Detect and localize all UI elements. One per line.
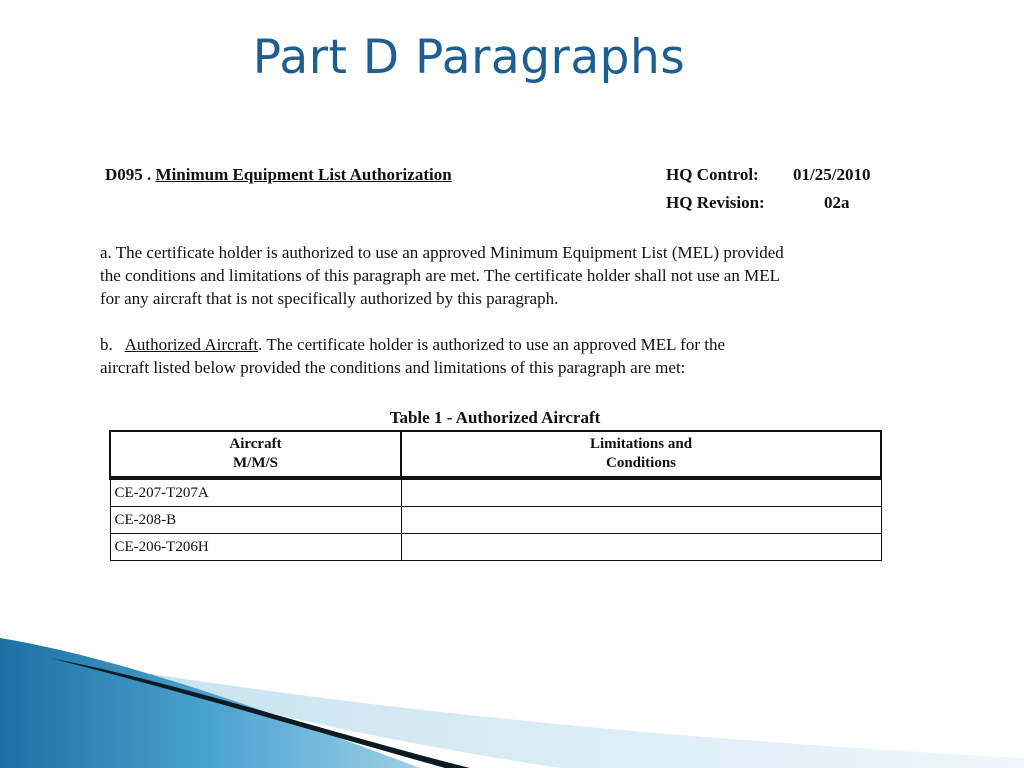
paragraph-title: Minimum Equipment List Authorization (155, 165, 452, 184)
column-header-limitations: Limitations and Conditions (401, 431, 881, 478)
table-row (110, 507, 881, 534)
paragraph-b-line: aircraft listed below provided the conditions and limitations of this paragraph are met: (100, 358, 686, 377)
limitations-cell (401, 478, 881, 507)
paragraph-b-prefix: b. (100, 335, 125, 354)
table-row (110, 478, 881, 507)
aircraft-cell: CE-207-T207A (110, 478, 401, 507)
decorative-swoosh (0, 638, 1024, 768)
table-header-row (110, 431, 881, 478)
paragraph-id: D095 . (105, 165, 152, 184)
hq-revision (666, 191, 850, 214)
limitations-cell (401, 507, 881, 534)
column-header-aircraft: Aircraft M/M/S (110, 431, 401, 478)
paragraph-b (100, 333, 900, 379)
hq-control (666, 163, 871, 186)
authorized-aircraft-table (109, 430, 882, 561)
table-row (110, 534, 881, 561)
hq-control-value: 01/25/2010 (793, 165, 871, 184)
hq-control-label: HQ Control: (666, 165, 759, 184)
document-body (100, 163, 900, 555)
aircraft-cell: CE-208-B (110, 507, 401, 534)
paragraph-b-heading: Authorized Aircraft (124, 335, 259, 354)
paragraph-a-line: a. The certificate holder is authorized to use an approved Minimum Equipment List (MEL) provided (100, 243, 784, 262)
slide-title: Part D Paragraphs (252, 30, 686, 85)
table-caption: Table 1 - Authorized Aircraft (389, 408, 601, 427)
paragraph-a-line: for any aircraft that is not specifically authorized by this paragraph. (100, 289, 559, 308)
limitations-cell (401, 534, 881, 561)
hq-revision-label: HQ Revision: (666, 193, 765, 212)
aircraft-cell: CE-206-T206H (110, 534, 401, 561)
hq-revision-value: 02a (824, 193, 850, 212)
paragraph-a (100, 241, 900, 310)
paragraph-b-text: . The certificate holder is authorized to use an approved MEL for the (258, 335, 726, 354)
paragraph-header (100, 163, 900, 189)
paragraph-a-line: the conditions and limitations of this paragraph are met. The certificate holder shall not use an MEL (100, 266, 780, 285)
